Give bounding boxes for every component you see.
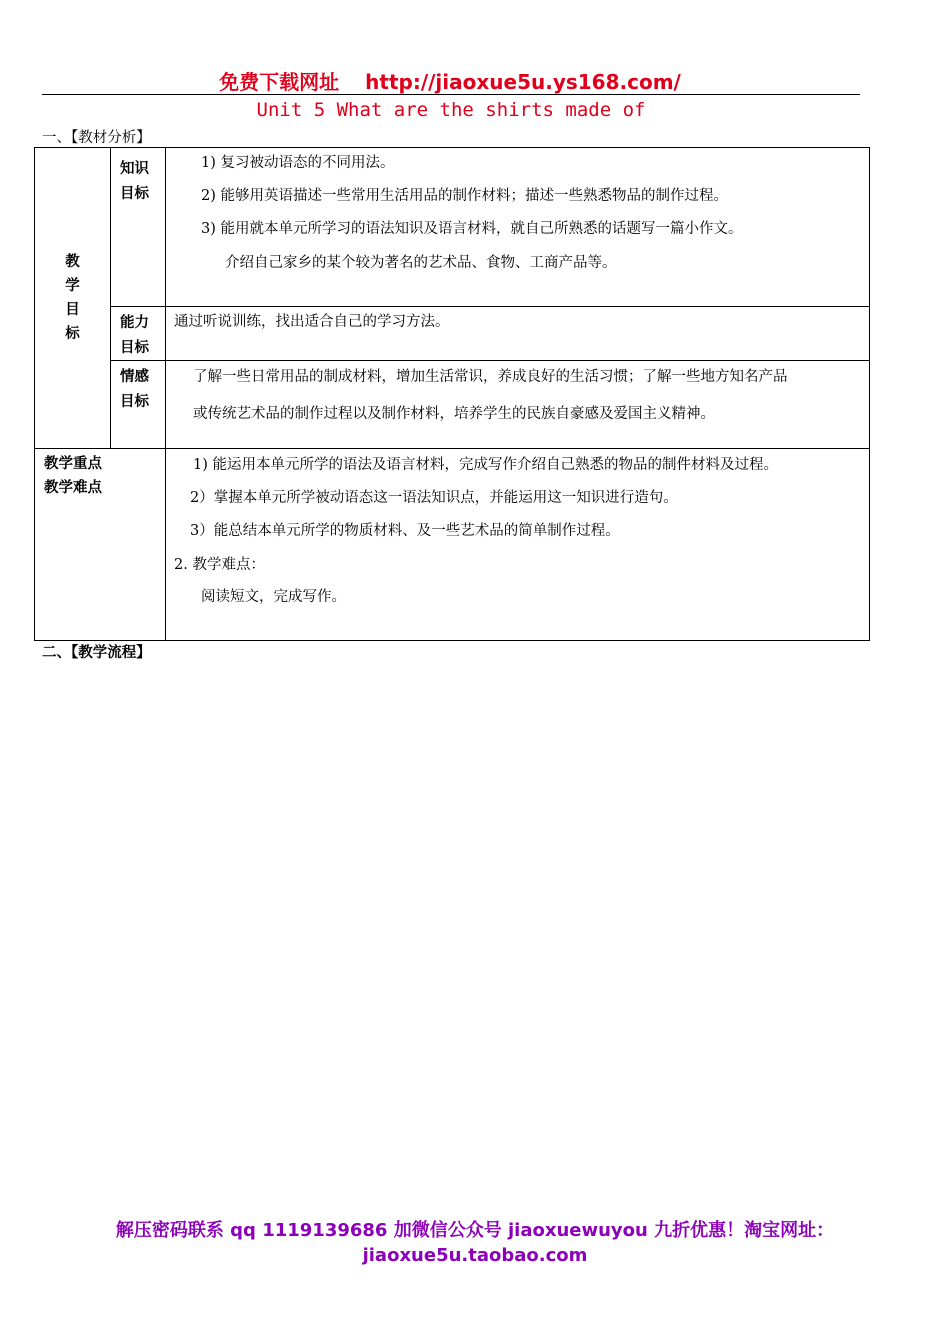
ability-goal-content	[166, 307, 870, 361]
key-point-line: 阅读短文，完成写作。	[201, 589, 346, 605]
ability-goal-label: 能力 目标	[111, 307, 166, 361]
footer-shop-url[interactable]: jiaoxue5u.taobao.com	[362, 1245, 588, 1266]
emotion-goal-label: 情感 目标	[111, 361, 166, 449]
knowledge-line: 3) 能用就本单元所学习的语法知识及语言材料，就自己所熟悉的话题写一篇小作文。	[201, 221, 743, 237]
header-rule	[42, 94, 860, 95]
section-heading-process: 二、【教学流程】	[42, 644, 151, 661]
key-point-line: 2）掌握本单元所学被动语态这一语法知识点，并能运用这一知识进行造句。	[190, 490, 678, 506]
knowledge-goal-label: 知识 目标	[111, 148, 166, 307]
emotion-line: 了解一些日常用品的制成材料，增加生活常识，养成良好的生活习惯；了解一些地方知名产品	[193, 369, 788, 385]
knowledge-line: 2) 能够用英语描述一些常用生活用品的制作材料；描述一些熟悉物品的制作过程。	[201, 188, 728, 204]
analysis-table	[34, 147, 870, 641]
knowledge-line: 1) 复习被动语态的不同用法。	[201, 155, 395, 171]
page-footer	[0, 1218, 950, 1268]
ability-line: 通过听说训练，找出适合自己的学习方法。	[174, 314, 450, 330]
section-heading-analysis: 一、【教材分析】	[42, 130, 151, 146]
knowledge-goal-content	[166, 148, 870, 307]
document-title: Unit 5 What are the shirts made of	[256, 99, 646, 121]
page-header	[0, 66, 900, 95]
emotion-goal-content	[166, 361, 870, 449]
teaching-goals-label: 教 学 目 标	[35, 148, 111, 449]
key-difficult-points-content	[166, 449, 870, 641]
key-difficult-points-label: 教学重点 教学难点	[35, 449, 166, 641]
emotion-line: 或传统艺术品的制作过程以及制作材料，培养学生的民族自豪感及爱国主义精神。	[193, 406, 715, 422]
key-point-line: 1) 能运用本单元所学的语法及语言材料，完成写作介绍自己熟悉的物品的制件材料及过程。	[193, 457, 778, 473]
footer-contact-line: 解压密码联系 qq 1119139686 加微信公众号 jiaoxuewuyou 九折优惠！淘宝网址：	[115, 1220, 835, 1241]
key-point-line: 2. 教学难点：	[174, 557, 265, 573]
knowledge-line: 介绍自己家乡的某个较为著名的艺术品、食物、工商产品等。	[225, 255, 617, 271]
header-url[interactable]: http://jiaoxue5u.ys168.com/	[365, 70, 681, 94]
key-point-line: 3）能总结本单元所学的物质材料、及一些艺术品的简单制作过程。	[190, 523, 620, 539]
header-site-name: 免费下载网址	[219, 70, 340, 94]
